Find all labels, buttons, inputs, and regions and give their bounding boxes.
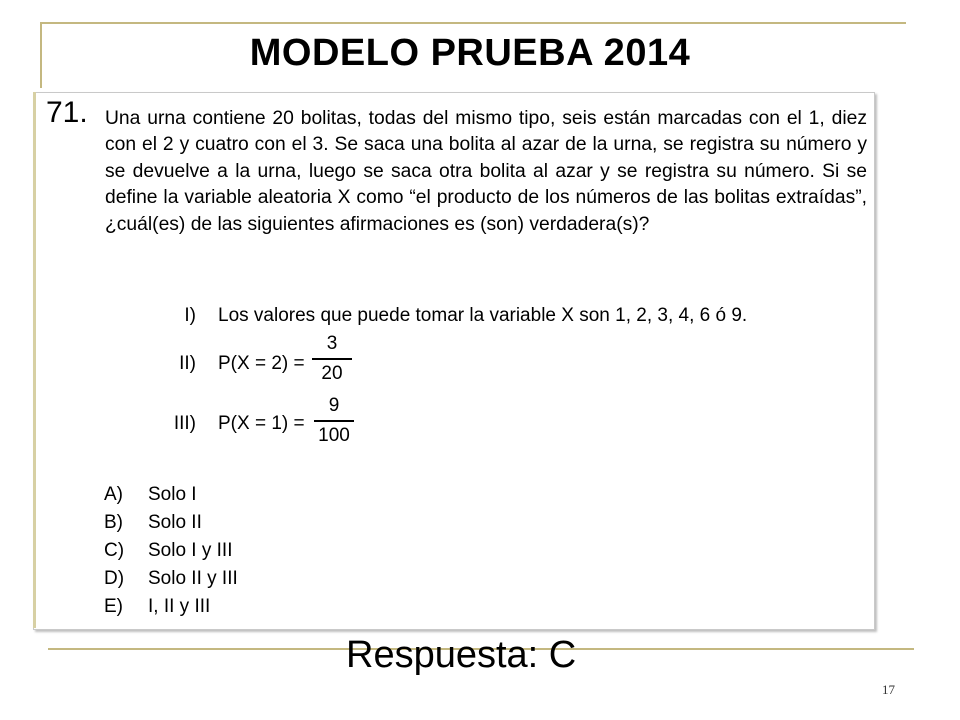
question-stem: Una urna contiene 20 bolitas, todas del mismo tipo, seis están marcadas con el 1, diez con el 2 y cuatro con el 3. Se saca una bolita al azar de la urna, se registra su número y se devuelve a la urna, luego se saca otra bolita al azar y se registra su número. Si se define la variable aleatoria X como “el producto de los números de las bolitas extraídas”, ¿cuál(es) de las siguientes afirmaciones es (son) verdadera(s)?: [105, 108, 867, 235]
statement-label-3: III): [173, 413, 196, 434]
statement-text-1: Los valores que puede tomar la variable X son 1, 2, 3, 4, 6 ó 9.: [218, 305, 748, 326]
option-text-d: Solo II y III: [148, 568, 238, 589]
option-text-e: I, II y III: [148, 596, 211, 617]
fraction-iii-denominator: 100: [318, 425, 350, 446]
fraction-iii-numerator: 9: [328, 395, 340, 416]
option-text-c: Solo I y III: [148, 540, 233, 561]
statement-text-3: P(X = 1) =: [218, 413, 305, 434]
option-letter-e: E): [104, 596, 123, 617]
answer-text: Respuesta: C: [346, 634, 577, 676]
slide-title: MODELO PRUEBA 2014: [249, 32, 691, 74]
top-rule: [40, 22, 906, 24]
option-text-a: Solo I: [148, 484, 197, 505]
option-text-b: Solo II: [148, 512, 202, 533]
statement-text-2: P(X = 2) =: [218, 353, 305, 374]
option-letter-a: A): [104, 484, 123, 505]
fraction-ii: [312, 331, 352, 387]
fraction-iii: [314, 393, 354, 449]
option-letter-c: C): [104, 540, 125, 561]
card-edge: [33, 92, 36, 628]
fraction-ii-numerator: 3: [326, 333, 338, 354]
statement-label-1: I): [184, 305, 196, 326]
question-number: 71.: [46, 96, 88, 129]
fraction-iii-bar: [314, 420, 354, 422]
option-letter-b: B): [104, 512, 123, 533]
page-number: 17: [882, 682, 895, 697]
option-letter-d: D): [104, 568, 125, 589]
statement-label-2: II): [179, 353, 196, 374]
fraction-ii-bar: [312, 358, 352, 360]
fraction-ii-denominator: 20: [321, 363, 343, 384]
